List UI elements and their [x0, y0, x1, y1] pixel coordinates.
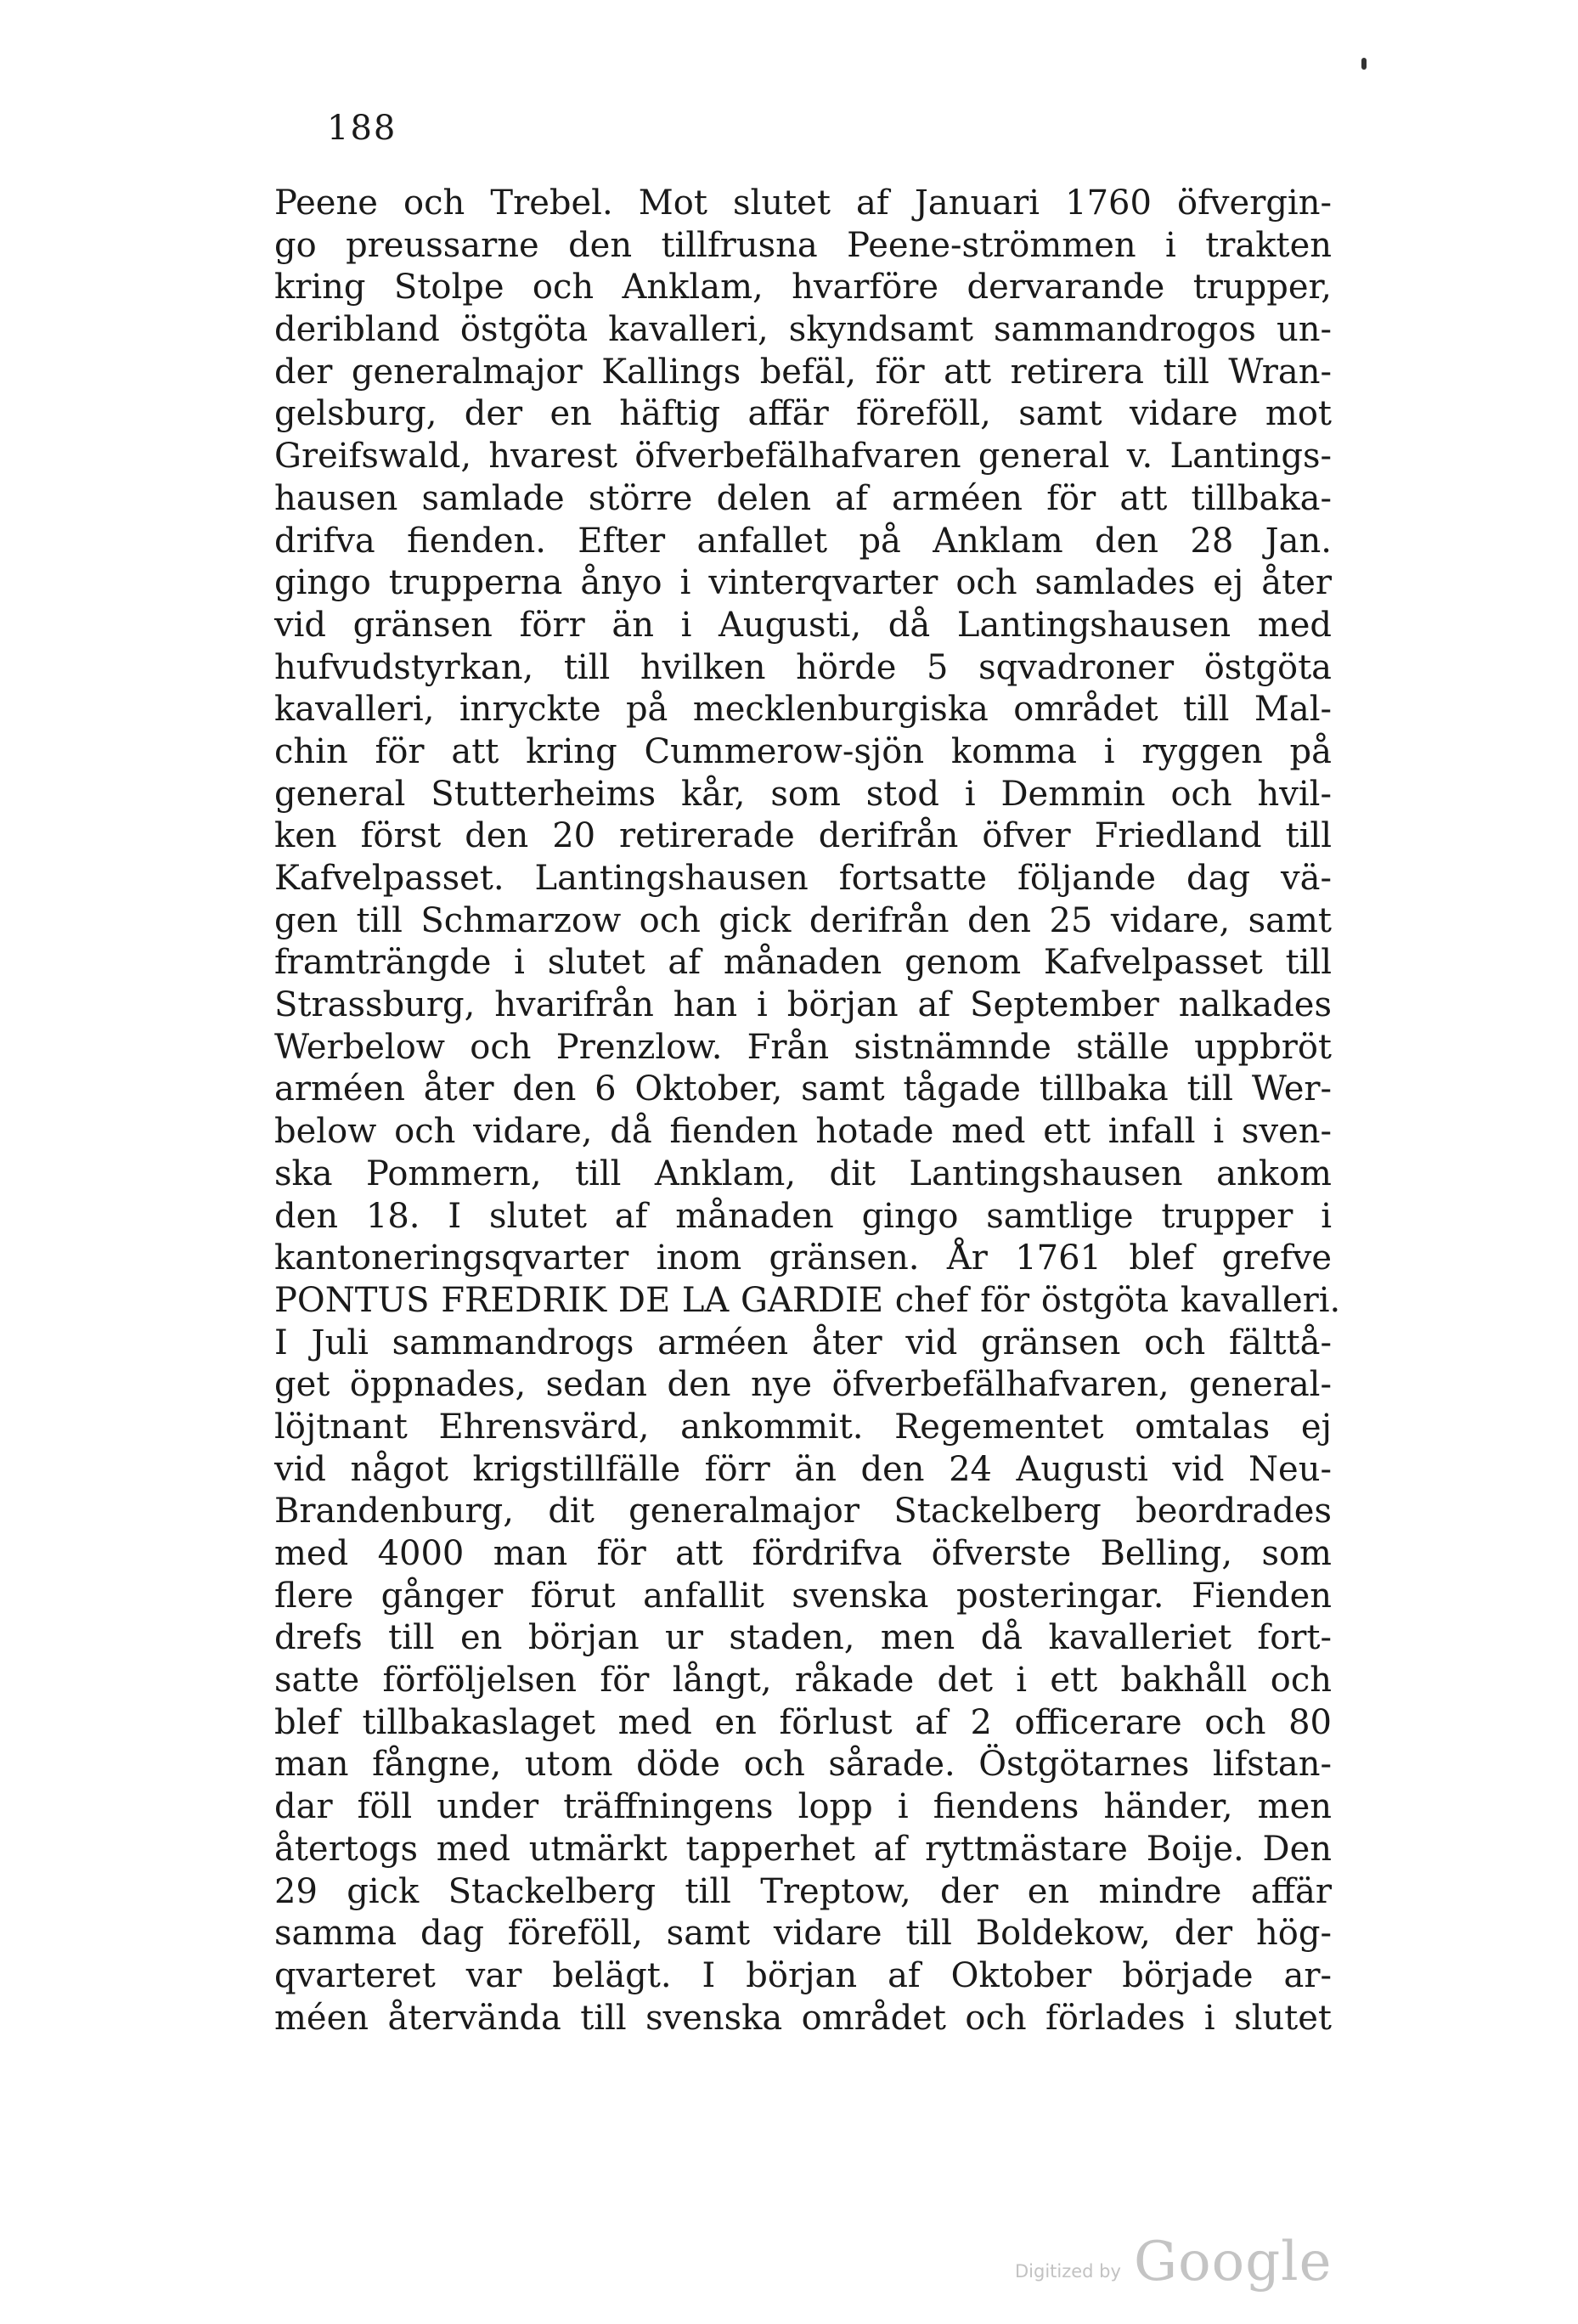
- text-line: samma dag föreföll, samt vidare till Boldekow, der hög-: [274, 1914, 1332, 1954]
- digitized-by-label: Digitized by: [1015, 2261, 1121, 2282]
- text-line: Kafvelpasset. Lantingshausen fortsatte följande dag vä-: [274, 859, 1332, 898]
- text-line: go preussarne den tillfrusna Peene-strömmen i trakten: [274, 225, 1332, 265]
- text-line: ken först den 20 retirerade derifrån öfver Friedland till: [274, 816, 1332, 856]
- text-line: hausen samlade större delen af arméen för att tillbaka-: [274, 478, 1332, 518]
- text-line: drifva fienden. Efter anfallet på Anklam den 28 Jan.: [274, 521, 1332, 561]
- text-line: löjtnant Ehrensvärd, ankommit. Regementet omtalas ej: [274, 1407, 1332, 1447]
- text-line: der generalmajor Kallings befäl, för att retirera till Wran-: [274, 352, 1332, 392]
- text-line: below och vidare, då fienden hotade med ett infall i sven-: [274, 1112, 1332, 1152]
- text-line: vid gränsen förr än i Augusti, då Lantingshausen med: [274, 605, 1332, 645]
- text-line: flere gånger förut anfallit svenska posteringar. Fienden: [274, 1576, 1332, 1616]
- text-line: den 18. I slutet af månaden gingo samtlige trupper i: [274, 1196, 1332, 1236]
- text-line: 29 gick Stackelberg till Treptow, der en mindre affär: [274, 1871, 1332, 1911]
- text-line: man fångne, utom döde och sårade. Östgötarnes lifstan-: [274, 1745, 1332, 1785]
- text-line: general Stutterheims kår, som stod i Demmin och hvil-: [274, 774, 1332, 814]
- text-line: deribland östgöta kavalleri, skyndsamt sammandrogos un-: [274, 310, 1332, 350]
- text-line: I Juli sammandrogs arméen åter vid gränsen och fälttå-: [274, 1323, 1332, 1362]
- text-line: satte förföljelsen för långt, råkade det i ett bakhåll och: [274, 1661, 1332, 1701]
- stray-ink-mark: [1361, 58, 1367, 70]
- text-line: gingo trupperna ånyo i vinterqvarter och samlades ej åter: [274, 563, 1332, 603]
- text-line: arméen åter den 6 Oktober, samt tågade tillbaka till Wer-: [274, 1069, 1332, 1109]
- text-line: blef tillbakaslaget med en förlust af 2 officerare och 80: [274, 1702, 1332, 1742]
- text-line: Werbelow och Prenzlow. Från sistnämnde ställe uppbröt: [274, 1027, 1332, 1067]
- text-line: Greifswald, hvarest öfverbefälhafvaren general v. Lantings-: [274, 437, 1332, 477]
- text-line: dar föll under träffningens lopp i fiendens händer, men: [274, 1787, 1332, 1827]
- text-line: med 4000 man för att fördrifva öfverste Belling, som: [274, 1534, 1332, 1573]
- text-line: chin för att kring Cummerow-sjön komma i ryggen på: [274, 731, 1332, 771]
- text-line: qvarteret var belägt. I början af Oktober började ar-: [274, 1955, 1332, 1995]
- text-line: kavalleri, inryckte på mecklenburgiska området till Mal-: [274, 690, 1332, 730]
- text-line: PONTUS FREDRIK DE LA GARDIE chef för östgöta kavalleri.: [274, 1280, 1341, 1320]
- text-line: gelsburg, der en häftig affär föreföll, samt vidare mot: [274, 394, 1332, 434]
- text-line: get öppnades, sedan den nye öfverbefälhafvaren, general-: [274, 1365, 1332, 1405]
- text-line: méen återvända till svenska området och förlades i slutet: [274, 1998, 1332, 2038]
- text-line: framträngde i slutet af månaden genom Kafvelpasset till: [274, 943, 1332, 983]
- text-line: Strassburg, hvarifrån han i början af September nalkades: [274, 985, 1332, 1025]
- text-line: vid något krigstillfälle förr än den 24 Augusti vid Neu-: [274, 1449, 1332, 1489]
- page-number: 188: [327, 109, 397, 148]
- text-line: kantoneringsqvarter inom gränsen. År 1761 blef grefve: [274, 1238, 1332, 1278]
- digitized-by-google-watermark: [1015, 2231, 1338, 2295]
- text-line: återtogs med utmärkt tapperhet af ryttmästare Boije. Den: [274, 1829, 1332, 1869]
- text-line: Brandenburg, dit generalmajor Stackelberg beordrades: [274, 1492, 1332, 1531]
- text-line: kring Stolpe och Anklam, hvarföre dervarande trupper,: [274, 268, 1332, 307]
- text-line: ska Pommern, till Anklam, dit Lantingshausen ankom: [274, 1154, 1332, 1193]
- google-logo: Google: [1134, 2231, 1333, 2293]
- text-line: gen till Schmarzow och gick derifrån den 25 vidare, samt: [274, 900, 1332, 940]
- text-line: drefs till en början ur staden, men då kavalleriet fort-: [274, 1618, 1332, 1658]
- body-text: [274, 183, 1341, 2039]
- text-line: hufvudstyrkan, till hvilken hörde 5 sqvadroner östgöta: [274, 647, 1332, 687]
- text-line: Peene och Trebel. Mot slutet af Januari 1760 öfvergin-: [274, 183, 1332, 223]
